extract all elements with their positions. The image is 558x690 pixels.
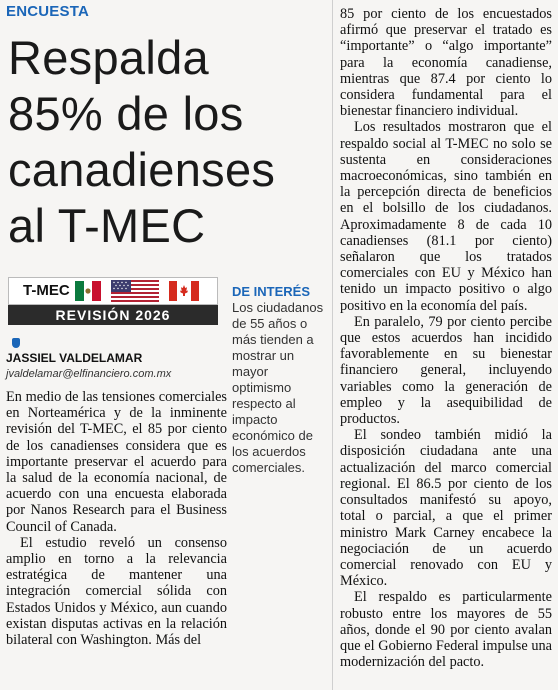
headline-line: 85% de los xyxy=(8,87,244,140)
paragraph: El estudio reveló un consenso amplio en torno a la relevancia estratégica de mantener una integración comercial sólida con Estados Unidos y México, aun cuando existan disputas activas en la relación bilateral con Washington. Más del xyxy=(6,534,227,649)
headline-line: Respalda xyxy=(8,31,209,84)
headline xyxy=(8,30,328,254)
paragraph: El sondeo también midió la disposición ciudadana ante una actualización del marco comercial regional. El 86.5 por ciento de los consultados manifestó su apoyo, total o parcial, a que el primer ministro Mark Carney encabece la negociación de un acuerdo comercial renovado con EU y México. xyxy=(340,427,552,590)
de-interes-sidebar xyxy=(232,284,324,476)
section-kicker: ENCUESTA xyxy=(6,3,89,20)
paragraph: Los resultados mostraron que el respaldo social al T-MEC no solo se sustenta en consideraciones macroeconómicas, sino también en la percepción directa de beneficios en el bolsillo de los ciudadanos. Aproximadamente 8 de cada 10 canadienses (81.1 por ciento) señalaron que los tratados comerciales con EU y México han tenido un impacto positivo o algo positivo en la economía del país. xyxy=(340,119,552,314)
column-divider xyxy=(332,0,333,690)
pin-marker-icon xyxy=(12,338,20,348)
badge-subtitle: REVISIÓN 2026 xyxy=(8,305,218,325)
byline-author: JASSIEL VALDELAMAR xyxy=(6,351,143,365)
article-column-2 xyxy=(340,6,552,670)
paragraph: En paralelo, 79 por ciento percibe que estos acuerdos han incidido favorablemente en su bienestar financiero general, incluyendo variables como la generación de empleo y la asequibilidad de productos. xyxy=(340,313,552,428)
usa-flag-icon xyxy=(111,280,159,302)
headline-line: al T-MEC xyxy=(8,199,206,252)
canada-flag-icon xyxy=(169,281,199,301)
byline-email: jvaldelamar@elfinanciero.com.mx xyxy=(6,368,172,380)
badge-top xyxy=(8,277,218,305)
mexico-flag-icon xyxy=(75,281,101,301)
tmec-badge xyxy=(8,277,218,325)
paragraph: En medio de las tensiones comerciales en Norteamérica y de la inminente revisión del T-MEC, el 85 por ciento de los canadienses considera que es importante preservar el acuerdo para la salud de la economía nacional, de acuerdo con una encuesta elaborada por Nanos Research para el Business Council of Canada. xyxy=(6,389,227,535)
badge-label: T-MEC xyxy=(23,282,70,299)
headline-line: canadienses xyxy=(8,143,276,196)
sidebar-title: DE INTERÉS xyxy=(232,284,311,299)
sidebar-body: Los ciudadanos de 55 años o más tienden a mostrar un mayor optimismo respecto al impacto económico de los acuerdos comerciales. xyxy=(232,300,324,475)
paragraph: 85 por ciento de los encuestados afirmó que preservar el tratado es “importante” o “algo importante” para la economía canadiense, mientras que 87.4 por ciento lo considera fundamental para el bienestar financiero individual. xyxy=(340,6,552,120)
paragraph: El respaldo es particularmente robusto entre los mayores de 55 años, donde el 90 por ciento avalan que el Gobierno Federal impulse una modernización del pacto. xyxy=(340,589,552,671)
article-column-1 xyxy=(6,389,227,648)
